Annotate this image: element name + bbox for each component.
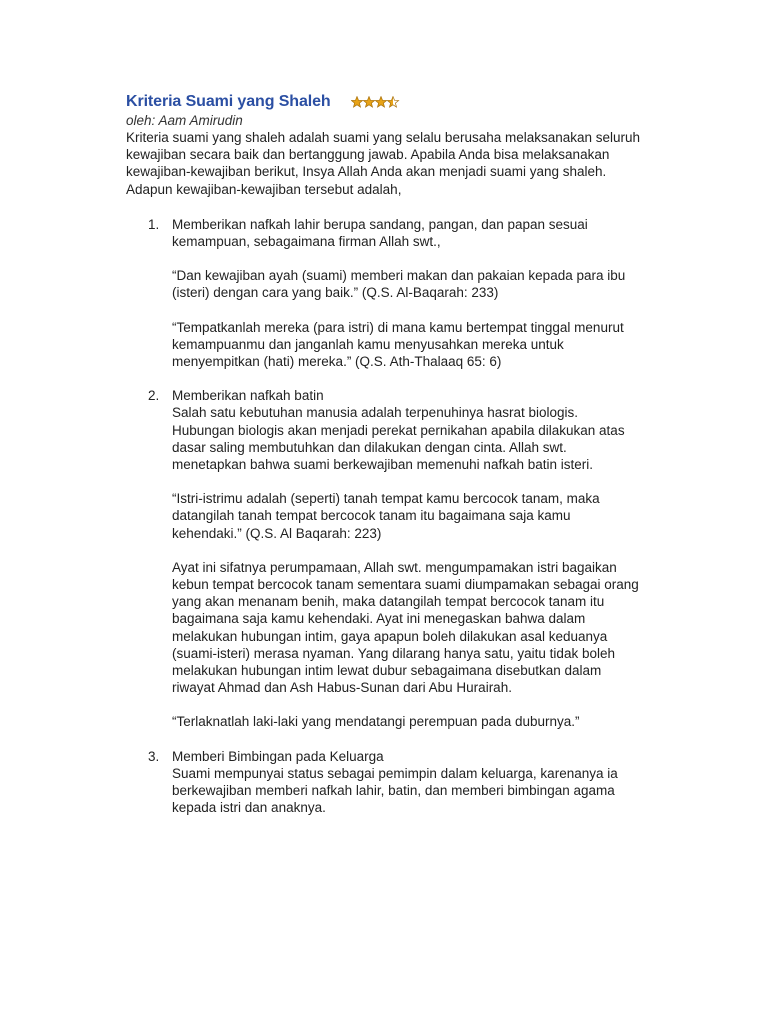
list-item bbox=[126, 216, 646, 370]
explanation-paragraph: Ayat ini sifatnya perumpamaan, Allah swt. mengumpamakan istri bagaikan kebun tempat bercocok tanam sementara suami diumpamakan sebagai orang yang akan menanam benih, maka datangilah tempat bercocok tanam itu bagaimana saja kamu kehendaki. Ayat ini menegaskan bahwa dalam melakukan hubungan intim, gaya apapun boleh dilakukan asal keduanya (suami-isteri) merasa nyaman. Yang dilarang hanya satu, yaitu tidak boleh melakukan hubungan intim lewat dubur sebagaimana disebutkan dalam riwayat Ahmad dan Ash Habus-Sunan dari Abu Hurairah. bbox=[172, 559, 639, 696]
quote-paragraph: “Dan kewajiban ayah (suami) memberi makan dan pakaian kepada para ibu (isteri) dengan cara yang baik.” (Q.S. Al-Baqarah: 233) bbox=[172, 268, 626, 301]
list-item-number: 2. bbox=[148, 388, 160, 404]
intro-paragraph: Kriteria suami yang shaleh adalah suami yang selalu berusaha melaksanakan seluruh kewajiban secara baik dan bertanggung jawab. Apabila Anda bisa melaksanakan kewajiban-kewajiban berikut, Insya Allah Anda akan menjadi suami yang shaleh. Adapun kewajiban-kewajiban tersebut adalah, bbox=[126, 130, 641, 197]
item-heading: Memberi Bimbingan pada Keluarga bbox=[172, 748, 384, 764]
star-rating-icon bbox=[351, 96, 401, 109]
article-title: Kriteria Suami yang Shaleh bbox=[126, 93, 331, 110]
article-author: oleh: Aam Amirudin bbox=[126, 113, 243, 128]
item-heading: Memberikan nafkah batin bbox=[172, 388, 324, 404]
quote-paragraph: “Tempatkanlah mereka (para istri) di mana kamu bertempat tinggal menurut kemampuanmu dan janganlah kamu menyusahkan mereka untuk menyempitkan (hati) mereka.” (Q.S. Ath-Thalaaq 65: 6) bbox=[172, 319, 624, 370]
star-full-icon bbox=[363, 96, 374, 107]
star-half-icon bbox=[387, 96, 398, 107]
item-body-paragraph: Salah satu kebutuhan manusia adalah terpenuhinya hasrat biologis. Hubungan biologis akan menjadi perekat pernikahan apabila dilakukan atas dasar saling membutuhkan dan dilakukan dengan cinta. Allah swt. menetapkan bahwa suami berkewajiban memenuhi nafkah batin isteri. bbox=[172, 405, 625, 473]
star-full-icon bbox=[351, 96, 362, 107]
title-row bbox=[126, 92, 646, 112]
star-full-icon bbox=[375, 96, 386, 107]
quote-paragraph: “Istri-istrimu adalah (seperti) tanah tempat kamu bercocok tanam, maka datangilah tanah tempat bercocok tanam itu bagaimana saja kamu kehendaki.” (Q.S. Al Baqarah: 223) bbox=[172, 491, 600, 541]
article bbox=[126, 92, 646, 834]
list-item bbox=[126, 387, 646, 730]
rating-stars bbox=[351, 95, 401, 109]
list-item-number: 1. bbox=[148, 216, 160, 232]
quote-paragraph: “Terlaknatlah laki-laki yang mendatangi perempuan pada duburnya.” bbox=[172, 714, 580, 730]
list-item-number: 3. bbox=[148, 748, 160, 764]
item-heading: Memberikan nafkah lahir berupa sandang, pangan, dan papan sesuai kemampuan, sebagaimana firman Allah swt., bbox=[172, 216, 588, 250]
item-body-paragraph: Suami mempunyai status sebagai pemimpin dalam keluarga, karenanya ia berkewajiban memberi nafkah lahir, batin, dan memberi bimbingan agama kepada istri dan anaknya. bbox=[172, 765, 618, 816]
list-item bbox=[126, 748, 646, 817]
obligations-list bbox=[126, 216, 646, 817]
